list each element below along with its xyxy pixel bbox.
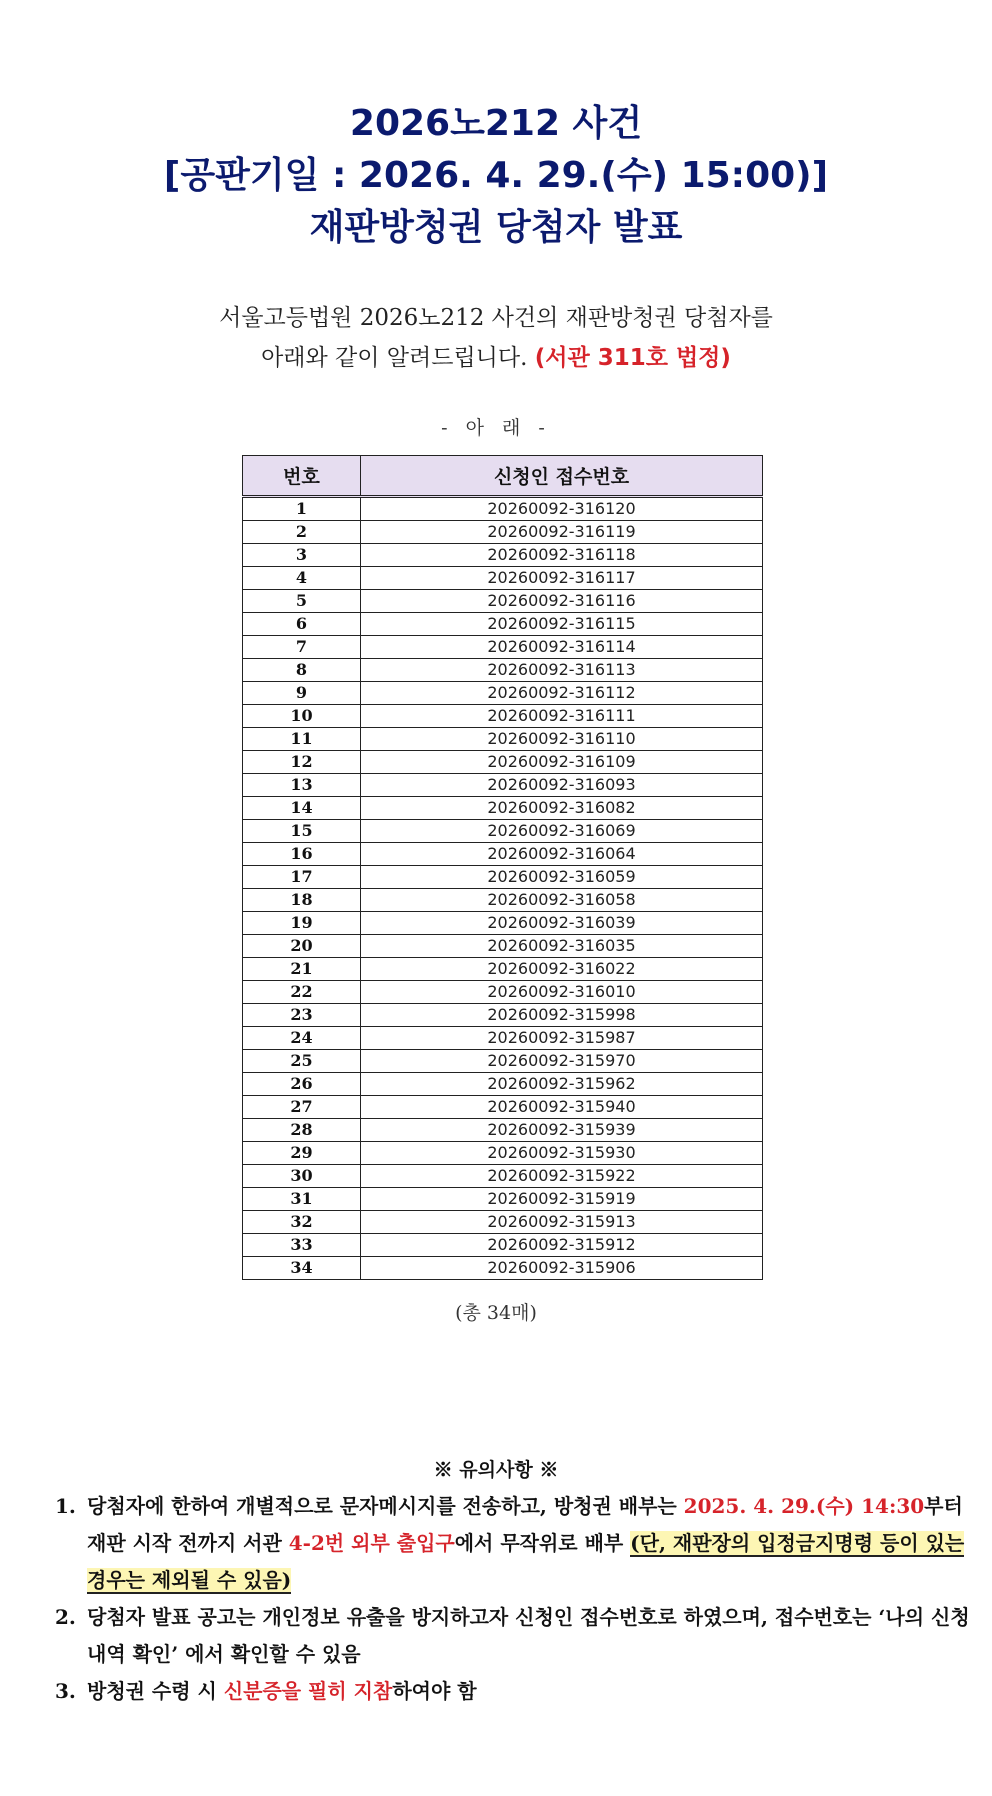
- note-item: [55, 1673, 975, 1710]
- note-text: [87, 1599, 975, 1673]
- receipt-number: 20260092-315919: [361, 1188, 763, 1211]
- intro-text: 아래와 같이 알려드립니다.: [261, 345, 528, 371]
- title-line-1: 2026노212 사건: [349, 103, 643, 144]
- receipt-number: 20260092-315939: [361, 1119, 763, 1142]
- note-text-part: 당첨자에 한하여 개별적으로 문자메시지를 전송하고, 방청권 배부는: [87, 1494, 684, 1518]
- receipt-number: 20260092-315913: [361, 1211, 763, 1234]
- row-number: 11: [243, 728, 361, 751]
- receipt-number: 20260092-316035: [361, 935, 763, 958]
- table-row: [243, 981, 763, 1004]
- table-row: [243, 1142, 763, 1165]
- receipt-number: 20260092-316113: [361, 659, 763, 682]
- title-line-3: 재판방청권 당첨자 발표: [309, 207, 683, 248]
- row-number: 9: [243, 682, 361, 705]
- row-number: 26: [243, 1073, 361, 1096]
- receipt-number: 20260092-316010: [361, 981, 763, 1004]
- row-number: 32: [243, 1211, 361, 1234]
- row-number: 27: [243, 1096, 361, 1119]
- table-row: [243, 1119, 763, 1142]
- note-text-part: 당첨자 발표 공고는 개인정보 유출을 방지하고자 신청인 접수번호로 하였으며, 접수번호는 ‘나의 신청 내역 확인’ 에서 확인할 수 있음: [87, 1605, 970, 1666]
- row-number: 25: [243, 1050, 361, 1073]
- row-number: 12: [243, 751, 361, 774]
- table-row: [243, 935, 763, 958]
- receipt-number: 20260092-316039: [361, 912, 763, 935]
- receipt-number: 20260092-316111: [361, 705, 763, 728]
- table-body: [243, 497, 763, 1280]
- row-number: 4: [243, 567, 361, 590]
- row-number: 1: [243, 497, 361, 521]
- table-row: [243, 912, 763, 935]
- note-number: 2.: [55, 1605, 76, 1629]
- row-number: 14: [243, 797, 361, 820]
- note-text-part: 하여야 함: [392, 1679, 477, 1703]
- table-row: [243, 751, 763, 774]
- row-number: 7: [243, 636, 361, 659]
- table-row: [243, 682, 763, 705]
- table-row: [243, 866, 763, 889]
- receipt-number: 20260092-315962: [361, 1073, 763, 1096]
- table-row: [243, 1073, 763, 1096]
- table-row: [243, 613, 763, 636]
- table-row: [243, 1257, 763, 1280]
- receipt-number: 20260092-316059: [361, 866, 763, 889]
- table-row: [243, 1050, 763, 1073]
- receipt-number: 20260092-315940: [361, 1096, 763, 1119]
- note-emphasis: 2025. 4. 29.(수) 14:30: [683, 1494, 925, 1518]
- table-row: [243, 797, 763, 820]
- receipt-number: 20260092-316082: [361, 797, 763, 820]
- winners-table: [242, 455, 763, 1280]
- note-number: 1.: [55, 1494, 76, 1518]
- row-number: 28: [243, 1119, 361, 1142]
- receipt-number: 20260092-316069: [361, 820, 763, 843]
- receipt-number: 20260092-316110: [361, 728, 763, 751]
- header-receipt-number: 신청인 접수번호: [361, 456, 763, 497]
- intro-line-2: [0, 338, 992, 378]
- table-row: [243, 705, 763, 728]
- receipt-number: 20260092-316120: [361, 497, 763, 521]
- note-text: [87, 1673, 975, 1710]
- table-row: [243, 774, 763, 797]
- receipt-number: 20260092-316118: [361, 544, 763, 567]
- note-item: [55, 1488, 975, 1599]
- table-row: [243, 889, 763, 912]
- receipt-number: 20260092-315906: [361, 1257, 763, 1280]
- row-number: 19: [243, 912, 361, 935]
- receipt-number: 20260092-316114: [361, 636, 763, 659]
- note-emphasis: 4-2번 외부 출입구: [288, 1531, 455, 1555]
- receipt-number: 20260092-316117: [361, 567, 763, 590]
- note-emphasis: 신분증을 필히 지참: [223, 1679, 393, 1703]
- row-number: 29: [243, 1142, 361, 1165]
- row-number: 8: [243, 659, 361, 682]
- table-row: [243, 820, 763, 843]
- receipt-number: 20260092-315998: [361, 1004, 763, 1027]
- table-row: [243, 728, 763, 751]
- receipt-number: 20260092-315987: [361, 1027, 763, 1050]
- row-number: 33: [243, 1234, 361, 1257]
- table-row: [243, 1188, 763, 1211]
- table-row: [243, 567, 763, 590]
- table-row: [243, 1165, 763, 1188]
- table-row: [243, 1096, 763, 1119]
- title-line-2: [공판기일 : 2026. 4. 29.(수) 15:00)]: [163, 155, 829, 196]
- receipt-number: 20260092-315912: [361, 1234, 763, 1257]
- receipt-number: 20260092-315930: [361, 1142, 763, 1165]
- table-row: [243, 1211, 763, 1234]
- receipt-number: 20260092-316119: [361, 521, 763, 544]
- table-row: [243, 636, 763, 659]
- row-number: 5: [243, 590, 361, 613]
- table-header-row: [243, 456, 763, 497]
- table-row: [243, 590, 763, 613]
- row-number: 22: [243, 981, 361, 1004]
- row-number: 34: [243, 1257, 361, 1280]
- table-row: [243, 843, 763, 866]
- receipt-number: 20260092-316093: [361, 774, 763, 797]
- row-number: 3: [243, 544, 361, 567]
- table-row: [243, 958, 763, 981]
- section-label: - 아 래 -: [441, 417, 551, 439]
- row-number: 13: [243, 774, 361, 797]
- row-number: 16: [243, 843, 361, 866]
- note-text-part: 에서 무작위로 배부: [454, 1531, 631, 1555]
- table-row: [243, 1027, 763, 1050]
- total-count: (총 34매): [455, 1302, 537, 1324]
- note-highlight: (단, 재판장의 입정금지명령 등이 있는 경우는 제외될 수 있음): [87, 1531, 965, 1592]
- row-number: 23: [243, 1004, 361, 1027]
- note-item: [55, 1599, 975, 1673]
- row-number: 15: [243, 820, 361, 843]
- row-number: 6: [243, 613, 361, 636]
- receipt-number: 20260092-316109: [361, 751, 763, 774]
- notes-title: ※ 유의사항 ※: [433, 1459, 559, 1481]
- receipt-number: 20260092-315970: [361, 1050, 763, 1073]
- receipt-number: 20260092-316058: [361, 889, 763, 912]
- table-row: [243, 497, 763, 521]
- receipt-number: 20260092-315922: [361, 1165, 763, 1188]
- note-text-part: 방청권 수령 시: [87, 1679, 224, 1703]
- receipt-number: 20260092-316112: [361, 682, 763, 705]
- table-row: [243, 1004, 763, 1027]
- intro-line-1: 서울고등법원 2026노212 사건의 재판방청권 당첨자를: [219, 305, 773, 331]
- receipt-number: 20260092-316116: [361, 590, 763, 613]
- notes-list: [55, 1488, 975, 1710]
- note-text-part: 부터 재판 시작 전까지 서관: [87, 1494, 963, 1555]
- receipt-number: 20260092-316064: [361, 843, 763, 866]
- table-row: [243, 1234, 763, 1257]
- header-number: 번호: [243, 456, 361, 497]
- row-number: 10: [243, 705, 361, 728]
- row-number: 2: [243, 521, 361, 544]
- row-number: 17: [243, 866, 361, 889]
- row-number: 24: [243, 1027, 361, 1050]
- table-row: [243, 659, 763, 682]
- row-number: 30: [243, 1165, 361, 1188]
- courtroom-note: (서관 311호 법정): [534, 345, 731, 371]
- note-text: [87, 1488, 975, 1599]
- row-number: 31: [243, 1188, 361, 1211]
- table-row: [243, 544, 763, 567]
- receipt-number: 20260092-316115: [361, 613, 763, 636]
- row-number: 21: [243, 958, 361, 981]
- row-number: 18: [243, 889, 361, 912]
- note-number: 3.: [55, 1679, 76, 1703]
- row-number: 20: [243, 935, 361, 958]
- receipt-number: 20260092-316022: [361, 958, 763, 981]
- table-row: [243, 521, 763, 544]
